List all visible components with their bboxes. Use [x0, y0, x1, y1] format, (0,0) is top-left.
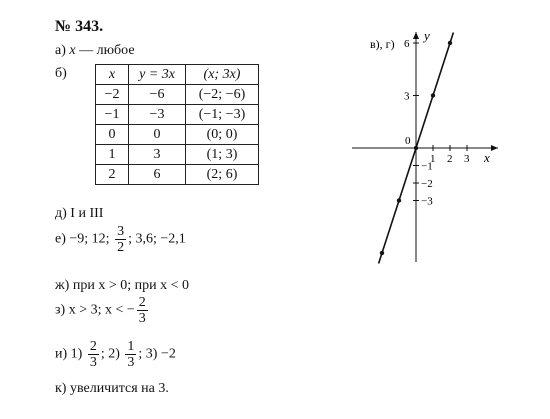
table-cell: 2: [96, 165, 129, 185]
fraction-denominator: 3: [89, 355, 97, 370]
y-tick-label: −1: [421, 160, 433, 173]
y-tick-label: −2: [421, 178, 433, 190]
table-cell: (1; 3): [186, 145, 259, 165]
data-point: [431, 93, 435, 97]
table-header-pair: (x; 3x): [186, 65, 259, 85]
table-header-x: x: [96, 65, 129, 85]
problem-number: № 343.: [55, 18, 104, 35]
x-tick-label: 2: [447, 153, 453, 165]
data-point: [380, 251, 384, 255]
item-i-pre: и) 1): [55, 346, 83, 362]
item-z-pre: з) x > 3; x < −: [55, 302, 135, 318]
fraction-denominator: 2: [117, 240, 125, 255]
data-point: [414, 146, 418, 150]
fraction-denominator: 3: [127, 355, 135, 370]
x-tick-label: 1: [430, 153, 436, 165]
item-e-post: ; 3,6; −2,1: [128, 231, 186, 247]
ticks: [404, 38, 470, 208]
item-i-post: ; 3) −2: [138, 346, 176, 362]
origin-label: 0: [405, 135, 411, 147]
fraction-denominator: 3: [138, 311, 146, 326]
axes: [352, 28, 498, 262]
table-cell: −2: [96, 85, 129, 105]
fraction-numerator: 2: [89, 339, 97, 354]
y-axis-arrow: [413, 32, 419, 39]
item-k: к) увеличится на 3.: [55, 381, 169, 396]
item-a-var: x: [69, 43, 76, 58]
x-axis-label: x: [484, 150, 490, 165]
table-cell: 0: [129, 125, 186, 145]
x-axis-arrow: [491, 145, 498, 151]
y-axis-label: y: [424, 28, 430, 43]
item-a-text: — любое: [75, 43, 135, 58]
y-tick-label: 6: [404, 38, 410, 50]
y-tick-label: 3: [404, 90, 410, 103]
data-point: [448, 41, 452, 45]
table-cell: 6: [129, 165, 186, 185]
graph-label: в), г): [370, 37, 395, 51]
item-zh: ж) при x > 0; при x < 0: [55, 278, 189, 293]
table-cell: (−2; −6): [186, 85, 259, 105]
table-cell: (0; 0): [186, 125, 259, 145]
table-cell: −3: [129, 105, 186, 125]
data-point: [397, 198, 401, 202]
item-e-pre: е) −9; 12;: [55, 231, 110, 247]
table-cell: 3: [129, 145, 186, 165]
y-tick-label: −3: [421, 195, 433, 208]
item-a-label: а): [55, 43, 66, 58]
x-tick-label: 3: [464, 153, 470, 165]
table-header-y: y = 3x: [129, 65, 186, 85]
table-cell: 1: [96, 145, 129, 165]
fraction-numerator: 2: [138, 295, 146, 310]
table-cell: (−1; −3): [186, 105, 259, 125]
fraction-numerator: 1: [127, 339, 135, 354]
fraction-numerator: 3: [117, 224, 125, 239]
item-i-mid: ; 2): [100, 346, 120, 362]
table-cell: 0: [96, 125, 129, 145]
table-cell: (2; 6): [186, 165, 259, 185]
item-b-label: б): [55, 66, 67, 81]
table-cell: −1: [96, 105, 129, 125]
item-d: д) I и III: [55, 206, 104, 221]
table-cell: −6: [129, 85, 186, 105]
